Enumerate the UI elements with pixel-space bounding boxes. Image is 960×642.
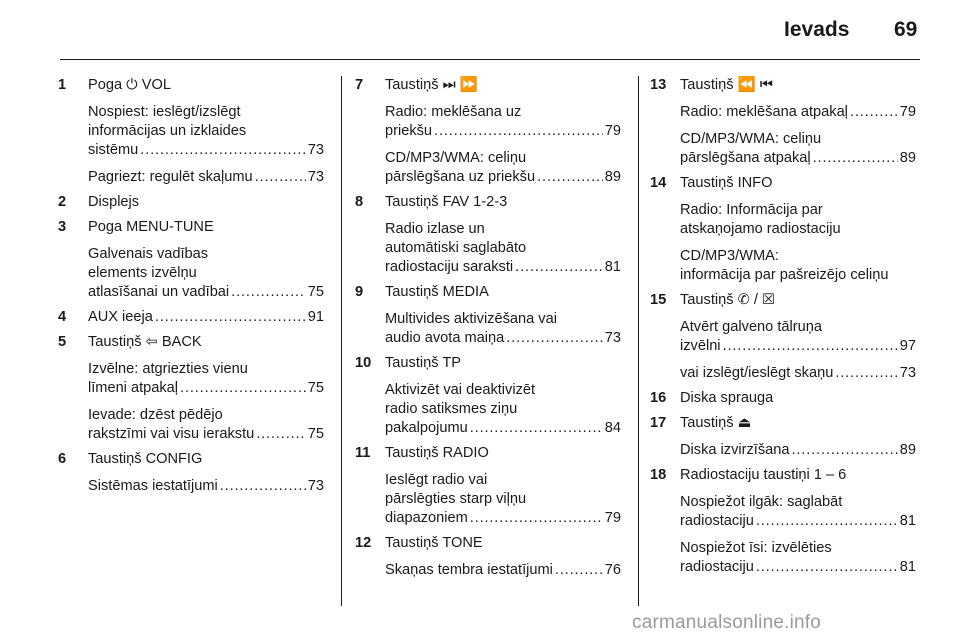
leader-dots [515,258,603,277]
leader-dots [256,425,306,444]
entry-description [680,441,916,460]
entry-title: Taustiņš MEDIA [385,284,489,300]
reference-page: 73 [307,478,324,494]
entry-description [385,381,621,438]
description-line: Radio izlase un [385,221,485,237]
index-entry [355,283,621,348]
description-line: informācijas un izklaides [88,123,247,139]
description-line: atskaņojamo radiostaciju [680,221,841,237]
index-entry [355,354,621,438]
index-reference [680,364,916,383]
entry-number: 11 [355,445,371,461]
column-2 [355,76,621,586]
index-entry [650,174,916,285]
index-entry [650,466,916,577]
entry-number: 14 [650,175,667,191]
reference-page: 73 [307,169,324,185]
leader-dots [231,283,306,302]
index-entry [355,193,621,277]
entry-title: Diska sprauga [680,390,774,406]
index-reference [385,329,621,348]
entry-description [680,318,916,356]
leader-dots [756,558,898,577]
entry-title: Poga ⏻ VOL [88,77,171,93]
entry-description [385,103,621,141]
entry-description [680,103,916,122]
leader-dots [155,308,306,327]
entry-description [88,406,324,444]
reference-page: 73 [307,142,324,158]
entry-title: Taustiņš RADIO [385,445,489,461]
reference-text: izvēlni [680,338,721,354]
reference-page: 81 [899,559,916,575]
reference-page: 81 [899,513,916,529]
leader-dots [506,329,603,348]
entry-description [680,201,916,239]
description-line: Nospiest: ieslēgt/izslēgt [88,104,241,120]
index-reference [88,168,324,187]
reference-page: 79 [604,123,621,139]
index-reference [385,419,621,438]
index-entry [58,218,324,302]
entry-title: Taustiņš ⏭ ⏩ [385,77,478,93]
reference-text: radiostaciju saraksti [385,259,514,275]
entry-title: Taustiņš TP [385,355,461,371]
entry-number: 13 [650,77,667,93]
index-entry [58,193,324,212]
index-entry [355,76,621,187]
header-rule [60,59,920,60]
index-entry [58,308,324,327]
leader-dots [180,379,306,398]
entry-description [680,364,916,383]
entry-number: 2 [58,194,67,210]
leader-dots [723,337,898,356]
reference-text: rakstzīmi vai visu ierakstu [88,426,255,442]
index-reference [680,512,916,531]
column-3 [650,76,916,583]
reference-text: AUX ieeja [88,309,153,325]
index-reference [88,425,324,444]
index-entry [355,534,621,580]
reference-page: 89 [604,169,621,185]
leader-dots [791,441,897,460]
entry-description [385,561,621,580]
entry-title: Taustiņš ⇦ BACK [88,334,202,350]
entry-description [680,130,916,168]
leader-dots [434,122,603,141]
reference-text: sistēmu [88,142,139,158]
description-line: Nospiežot īsi: izvēlēties [680,540,832,556]
entry-title: Taustiņš INFO [680,175,773,191]
index-reference [88,477,324,496]
index-reference [88,283,324,302]
entry-number: 9 [355,284,364,300]
index-entry [58,76,324,187]
index-reference [385,168,621,187]
description-line: Radio: meklēšana uz [385,104,522,120]
reference-page: 75 [307,426,324,442]
index-entry [355,444,621,528]
index-entry [58,333,324,444]
page-number: 69 [894,18,918,41]
entry-number: 7 [355,77,364,93]
index-reference [385,258,621,277]
reference-text: Pagriezt: regulēt skaļumu [88,169,253,185]
reference-page: 79 [604,510,621,526]
reference-text: pārslēgšana atpakaļ [680,150,811,166]
index-entry [650,76,916,168]
entry-title: Taustiņš TONE [385,535,483,551]
entry-number: 4 [58,309,67,325]
column-divider [638,76,639,606]
index-reference [680,441,916,460]
reference-page: 79 [899,104,916,120]
reference-page: 81 [604,259,621,275]
entry-description [88,477,324,496]
column-1 [58,76,324,502]
entry-description [385,471,621,528]
index-entry [650,291,916,383]
reference-text: pakalpojumu [385,420,468,436]
reference-page: 91 [307,309,324,325]
leader-dots [813,149,898,168]
leader-dots [850,103,898,122]
entry-number: 6 [58,451,67,467]
reference-text: priekšu [385,123,433,139]
description-line: pārslēgties starp viļņu [385,491,527,507]
leader-dots [470,509,603,528]
entry-description [680,539,916,577]
index-reference [88,141,324,160]
description-line: elements izvēlņu [88,265,197,281]
reference-text: Diska izvirzīšana [680,442,790,458]
description-line: Multivides aktivizēšana vai [385,311,557,327]
description-line: Aktivizēt vai deaktivizēt [385,382,536,398]
reference-page: 76 [604,562,621,578]
reference-text: Radio: meklēšana atpakaļ [680,104,848,120]
reference-page: 73 [604,330,621,346]
reference-page: 75 [307,380,324,396]
index-entry [650,414,916,460]
reference-text: Skaņas tembra iestatījumi [385,562,553,578]
reference-page: 97 [899,338,916,354]
index-reference [680,558,916,577]
index-reference [680,103,916,122]
entry-description [385,310,621,348]
entry-number: 8 [355,194,364,210]
leader-dots [140,141,305,160]
reference-text: radiostaciju [680,559,754,575]
description-line: radio satiksmes ziņu [385,401,518,417]
entry-number: 15 [650,292,667,308]
index-reference [680,149,916,168]
reference-text: diapazoniem [385,510,468,526]
leader-dots [555,561,603,580]
entry-description [680,493,916,531]
index-entry [58,450,324,496]
reference-text: radiostaciju [680,513,754,529]
leader-dots [835,364,897,383]
description-line: Galvenais vadības [88,246,209,262]
entry-title: Taustiņš FAV 1-2-3 [385,194,508,210]
column-divider [341,76,342,606]
entry-title: Radiostaciju taustiņi 1 – 6 [680,467,847,483]
entry-title: Displejs [88,194,140,210]
description-line: Nospiežot ilgāk: saglabāt [680,494,843,510]
entry-number: 1 [58,77,67,93]
reference-page: 89 [899,150,916,166]
description-line: CD/MP3/WMA: celiņu [680,131,822,147]
entry-number: 16 [650,390,667,406]
reference-text: līmeni atpakaļ [88,380,179,396]
description-line: informācija par pašreizējo celiņu [680,267,889,283]
entry-title: Poga MENU-TUNE [88,219,214,235]
description-line: CD/MP3/WMA: celiņu [385,150,527,166]
entry-description [680,247,916,285]
reference-page: 75 [307,284,324,300]
entry-title: Taustiņš CONFIG [88,451,203,467]
reference-text: pārslēgšana uz priekšu [385,169,536,185]
section-title: Ievads [784,18,850,41]
leader-dots [255,168,306,187]
entry-title: Taustiņš ✆ / ☒ [680,292,776,308]
entry-title: Taustiņš ⏪ ⏮ [680,77,773,93]
entry-description [88,103,324,160]
watermark: carmanualsonline.info [632,612,822,633]
entry-title: Taustiņš ⏏ [680,415,752,431]
reference-text: vai izslēgt/ieslēgt skaņu [680,365,834,381]
page-header [0,0,960,62]
reference-text: audio avota maiņa [385,330,505,346]
description-line: Izvēlne: atgriezties vienu [88,361,248,377]
index-reference [385,509,621,528]
entry-number: 5 [58,334,67,350]
description-line: Atvērt galveno tālruņa [680,319,822,335]
index-reference [680,337,916,356]
leader-dots [470,419,603,438]
entry-number: 3 [58,219,67,235]
entry-description [88,245,324,302]
entry-number: 18 [650,467,667,483]
entry-description [88,168,324,187]
description-line: Radio: Informācija par [680,202,823,218]
reference-text: Sistēmas iestatījumi [88,478,218,494]
entry-number: 12 [355,535,372,551]
entry-description [385,220,621,277]
index-reference [385,561,621,580]
description-line: Ievade: dzēst pēdējo [88,407,223,423]
index-reference [88,308,324,327]
reference-page: 89 [899,442,916,458]
reference-page: 84 [604,420,621,436]
leader-dots [220,477,306,496]
description-line: Ieslēgt radio vai [385,472,488,488]
leader-dots [756,512,898,531]
reference-text: atlasīšanai un vadībai [88,284,230,300]
entry-number: 17 [650,415,667,431]
entry-description [88,360,324,398]
index-entry [650,389,916,408]
description-line: automātiski saglabāto [385,240,527,256]
description-line: CD/MP3/WMA: [680,248,779,264]
reference-page: 73 [899,365,916,381]
index-reference [88,379,324,398]
entry-number: 10 [355,355,372,371]
index-reference [385,122,621,141]
leader-dots [537,168,603,187]
entry-description [385,149,621,187]
